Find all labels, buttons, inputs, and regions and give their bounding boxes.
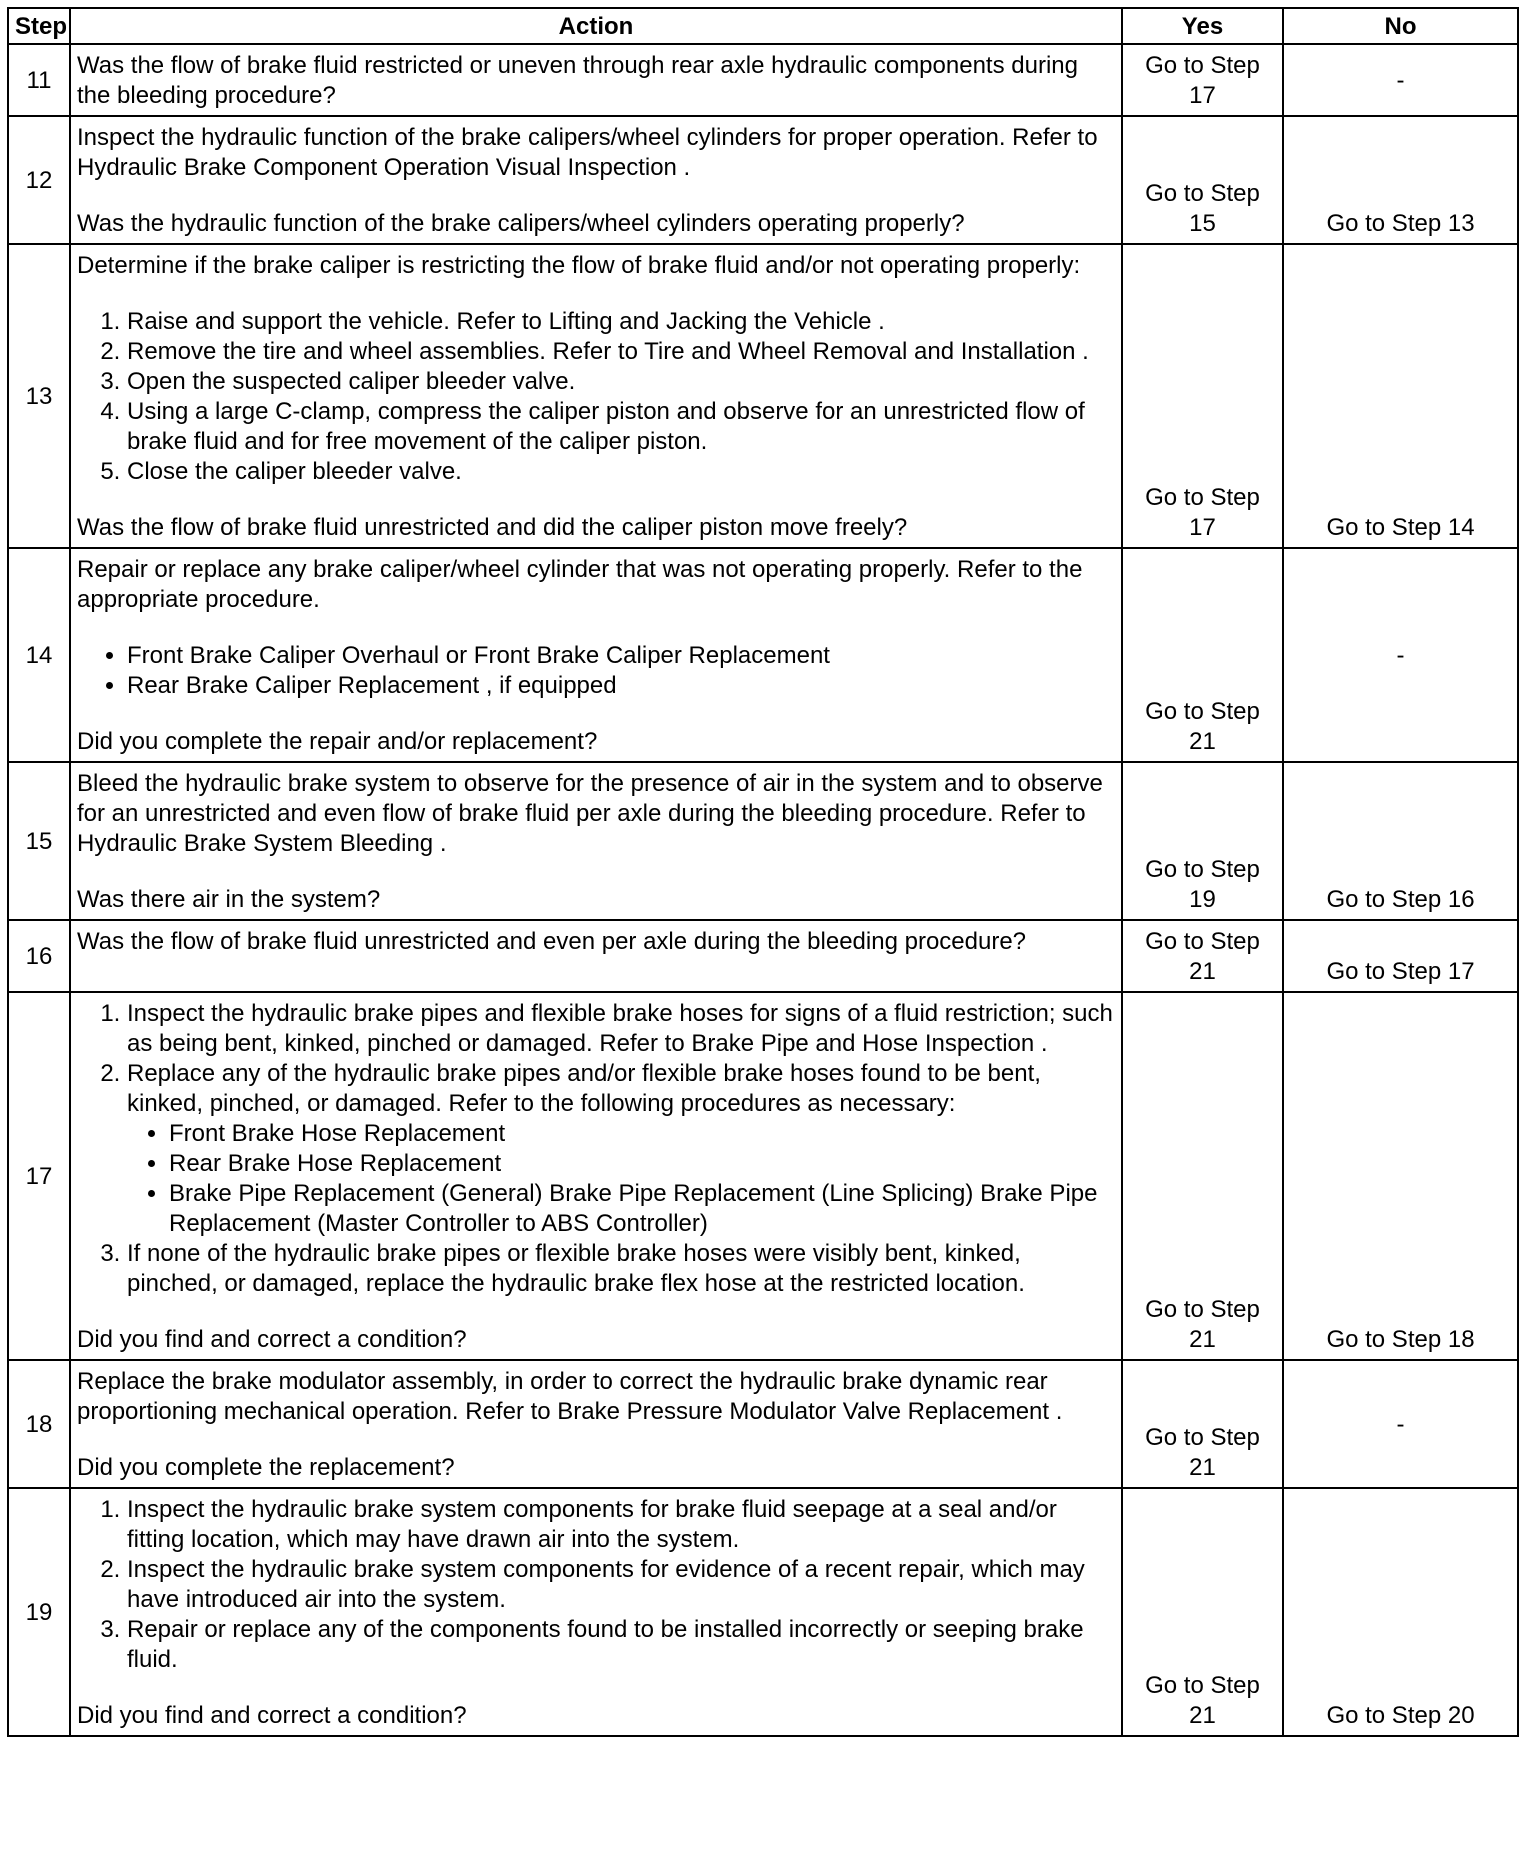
table-row xyxy=(8,548,1518,762)
list-item: • Rear Brake Caliper Replacement , if equipped xyxy=(127,671,1115,701)
action-text: Inspect the hydraulic function of the brake calipers/wheel cylinders for proper operation. Refer to Hydraulic Brake Component Operation Visual Inspection . xyxy=(77,124,1098,181)
no-cell: - xyxy=(1283,548,1518,762)
yes-cell: Go to Step 15 xyxy=(1122,116,1283,244)
table-row xyxy=(8,116,1518,244)
action-question: Was there air in the system? xyxy=(77,886,381,913)
action-question: Did you find and correct a condition? xyxy=(77,1702,467,1729)
diagnostic-table xyxy=(7,7,1519,1737)
no-cell: Go to Step 20 xyxy=(1283,1488,1518,1736)
action-cell xyxy=(70,44,1122,116)
no-cell: Go to Step 16 xyxy=(1283,762,1518,920)
action-cell xyxy=(70,1360,1122,1488)
action-text: Repair or replace any brake caliper/wheel cylinder that was not operating properly. Refer to the appropriate procedure. xyxy=(77,556,1083,613)
table-row xyxy=(8,920,1518,992)
bullet-list xyxy=(127,1119,1115,1239)
header-step: Step xyxy=(8,8,70,44)
list-item-text: Replace any of the hydraulic brake pipes and/or flexible brake hoses found to be bent, kinked, pinched, or damaged. Refer to the following procedures as necessary: xyxy=(127,1060,1041,1117)
action-question: Was the hydraulic function of the brake calipers/wheel cylinders operating properly? xyxy=(77,210,965,237)
table-row xyxy=(8,1488,1518,1736)
action-question: Did you complete the repair and/or replacement? xyxy=(77,728,598,755)
step-number: 13 xyxy=(8,244,70,548)
list-item: 1. Raise and support the vehicle. Refer to Lifting and Jacking the Vehicle . xyxy=(127,307,1115,337)
step-number: 19 xyxy=(8,1488,70,1736)
action-question: Did you find and correct a condition? xyxy=(77,1326,467,1353)
action-question: Was the flow of brake fluid unrestricted and did the caliper piston move freely? xyxy=(77,514,908,541)
action-cell xyxy=(70,920,1122,992)
list-item: • Front Brake Hose Replacement xyxy=(169,1119,1115,1149)
step-number: 18 xyxy=(8,1360,70,1488)
header-action: Action xyxy=(70,8,1122,44)
action-cell xyxy=(70,1488,1122,1736)
no-cell: Go to Step 14 xyxy=(1283,244,1518,548)
yes-cell: Go to Step 21 xyxy=(1122,1488,1283,1736)
step-number: 16 xyxy=(8,920,70,992)
action-text: Replace the brake modulator assembly, in order to correct the hydraulic brake dynamic rear proportioning mechanical operation. Refer to Brake Pressure Modulator Valve Replacement . xyxy=(77,1368,1063,1425)
list-item: • Rear Brake Hose Replacement xyxy=(169,1149,1115,1179)
header-no: No xyxy=(1283,8,1518,44)
list-item: 5. Close the caliper bleeder valve. xyxy=(127,457,1115,487)
table-row xyxy=(8,244,1518,548)
list-item: 4. Using a large C-clamp, compress the caliper piston and observe for an unrestricted flow of brake fluid and for free movement of the caliper piston. xyxy=(127,397,1115,457)
list-item: 3. If none of the hydraulic brake pipes or flexible brake hoses were visibly bent, kinked, pinched, or damaged, replace the hydraulic brake flex hose at the restricted location. xyxy=(127,1239,1115,1299)
step-number: 17 xyxy=(8,992,70,1360)
yes-cell: Go to Step 21 xyxy=(1122,1360,1283,1488)
action-cell xyxy=(70,548,1122,762)
header-yes: Yes xyxy=(1122,8,1283,44)
list-item: 3. Open the suspected caliper bleeder valve. xyxy=(127,367,1115,397)
list-item xyxy=(127,1059,1115,1239)
yes-cell: Go to Step 17 xyxy=(1122,44,1283,116)
list-item: 3. Repair or replace any of the components found to be installed incorrectly or seeping brake fluid. xyxy=(127,1615,1115,1675)
action-text: Was the flow of brake fluid restricted or uneven through rear axle hydraulic components during the bleeding procedure? xyxy=(77,52,1078,109)
step-number: 14 xyxy=(8,548,70,762)
list-item: 2. Remove the tire and wheel assemblies. Refer to Tire and Wheel Removal and Installation . xyxy=(127,337,1115,367)
no-cell: - xyxy=(1283,44,1518,116)
list-item: 1. Inspect the hydraulic brake pipes and flexible brake hoses for signs of a fluid restriction; such as being bent, kinked, pinched or damaged. Refer to Brake Pipe and Hose Inspection . xyxy=(127,999,1115,1059)
yes-cell: Go to Step 21 xyxy=(1122,992,1283,1360)
list-item: 1. Inspect the hydraulic brake system components for brake fluid seepage at a seal and/or fitting location, which may have drawn air into the system. xyxy=(127,1495,1115,1555)
action-text: Bleed the hydraulic brake system to observe for the presence of air in the system and to observe for an unrestricted and even flow of brake fluid per axle during the bleeding procedure. Refer to Hydraulic Brake System Bleeding . xyxy=(77,770,1103,857)
no-cell: Go to Step 13 xyxy=(1283,116,1518,244)
step-number: 15 xyxy=(8,762,70,920)
action-cell xyxy=(70,762,1122,920)
yes-cell: Go to Step 19 xyxy=(1122,762,1283,920)
procedure-list xyxy=(77,1495,1115,1675)
step-number: 11 xyxy=(8,44,70,116)
header-row xyxy=(8,8,1518,44)
no-cell: - xyxy=(1283,1360,1518,1488)
table-row xyxy=(8,762,1518,920)
list-item: • Front Brake Caliper Overhaul or Front Brake Caliper Replacement xyxy=(127,641,1115,671)
table-row xyxy=(8,44,1518,116)
no-cell: Go to Step 18 xyxy=(1283,992,1518,1360)
table-row xyxy=(8,1360,1518,1488)
list-item: • Brake Pipe Replacement (General) Brake Pipe Replacement (Line Splicing) Brake Pipe Replacement (Master Controller to ABS Controller) xyxy=(169,1179,1115,1239)
step-number: 12 xyxy=(8,116,70,244)
action-question: Was the flow of brake fluid unrestricted and even per axle during the bleeding procedure? xyxy=(77,928,1027,955)
table-row xyxy=(8,992,1518,1360)
procedure-list xyxy=(77,999,1115,1299)
yes-cell: Go to Step 17 xyxy=(1122,244,1283,548)
action-text: Determine if the brake caliper is restricting the flow of brake fluid and/or not operating properly: xyxy=(77,252,1081,279)
procedure-list xyxy=(77,307,1115,487)
yes-cell: Go to Step 21 xyxy=(1122,548,1283,762)
action-cell xyxy=(70,992,1122,1360)
no-cell: Go to Step 17 xyxy=(1283,920,1518,992)
action-cell xyxy=(70,244,1122,548)
action-cell xyxy=(70,116,1122,244)
bullet-list xyxy=(77,641,1115,701)
yes-cell: Go to Step 21 xyxy=(1122,920,1283,992)
action-question: Did you complete the replacement? xyxy=(77,1454,455,1481)
list-item: 2. Inspect the hydraulic brake system components for evidence of a recent repair, which may have introduced air into the system. xyxy=(127,1555,1115,1615)
